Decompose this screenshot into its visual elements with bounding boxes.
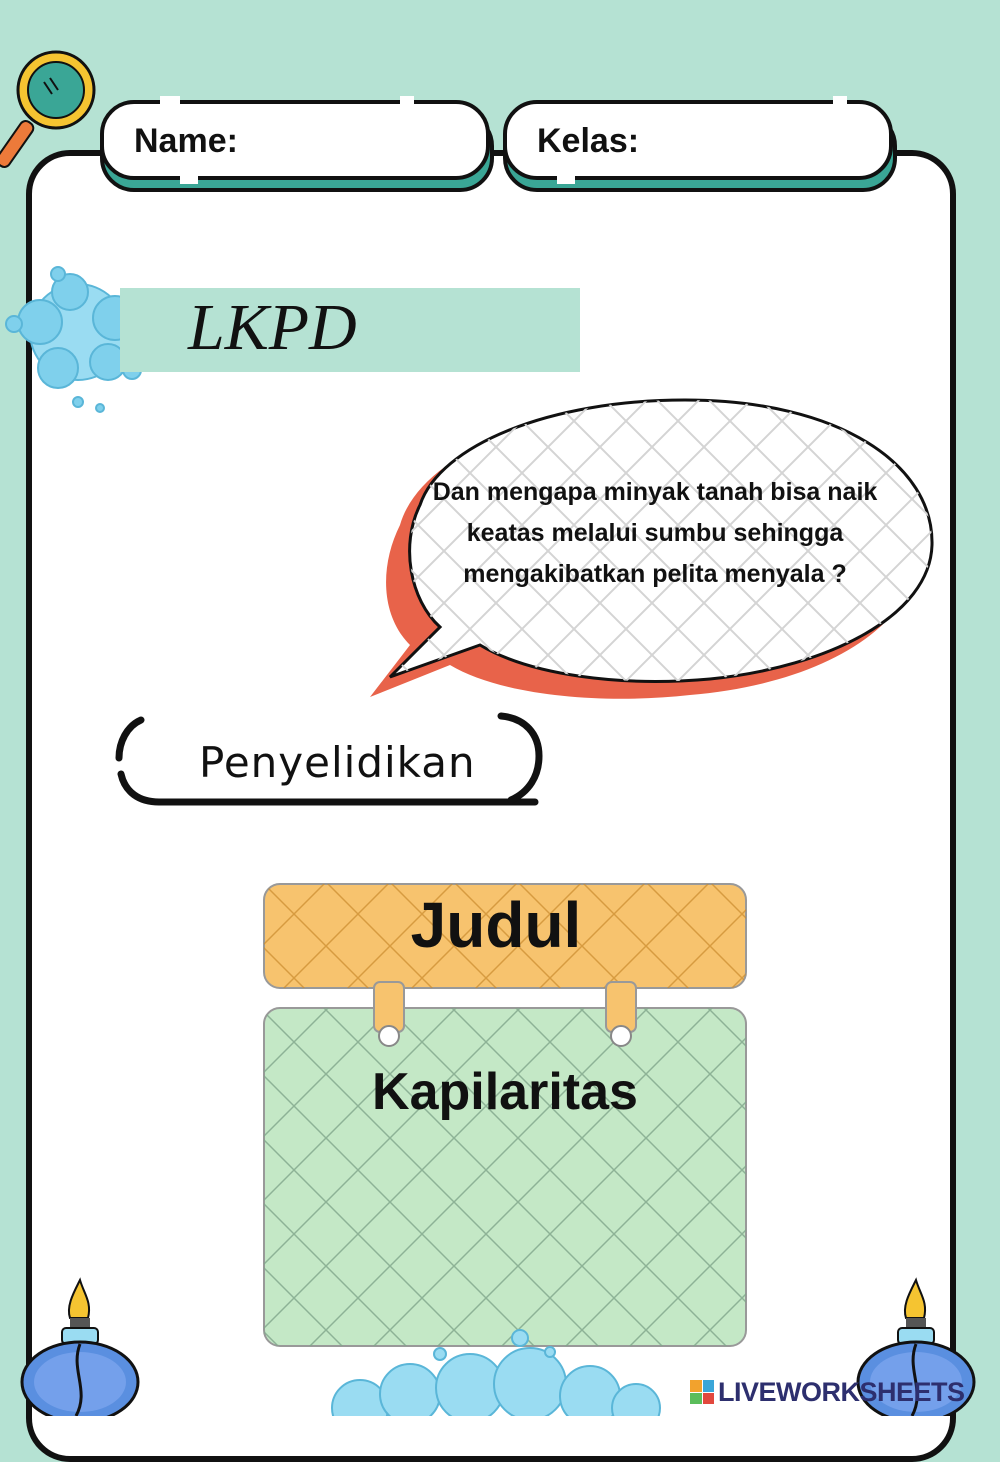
name-field[interactable] xyxy=(100,100,490,180)
title-band xyxy=(120,288,580,372)
liveworksheets-watermark xyxy=(690,1374,990,1410)
name-label: Name: xyxy=(134,122,238,160)
page-title: LKPD xyxy=(188,291,357,364)
oil-lamp-left-icon xyxy=(10,1270,150,1416)
section-label: Penyelidikan xyxy=(199,738,476,787)
class-field[interactable] xyxy=(503,100,893,180)
question-text: Dan mengapa minyak tanah bisa naik keatas melalui sumbu sehingga mengakibatkan pelita menyala ? xyxy=(432,478,878,588)
liveworksheets-logo-icon xyxy=(690,1380,714,1404)
card-value: Kapilaritas xyxy=(372,1063,638,1121)
magnifier-icon xyxy=(0,38,110,168)
foam-decoration xyxy=(300,1318,680,1416)
watermark-text: LIVEWORKSHEETS xyxy=(718,1376,965,1407)
section-header xyxy=(115,712,543,810)
class-label: Kelas: xyxy=(537,122,640,160)
card-heading: Judul xyxy=(410,889,582,961)
